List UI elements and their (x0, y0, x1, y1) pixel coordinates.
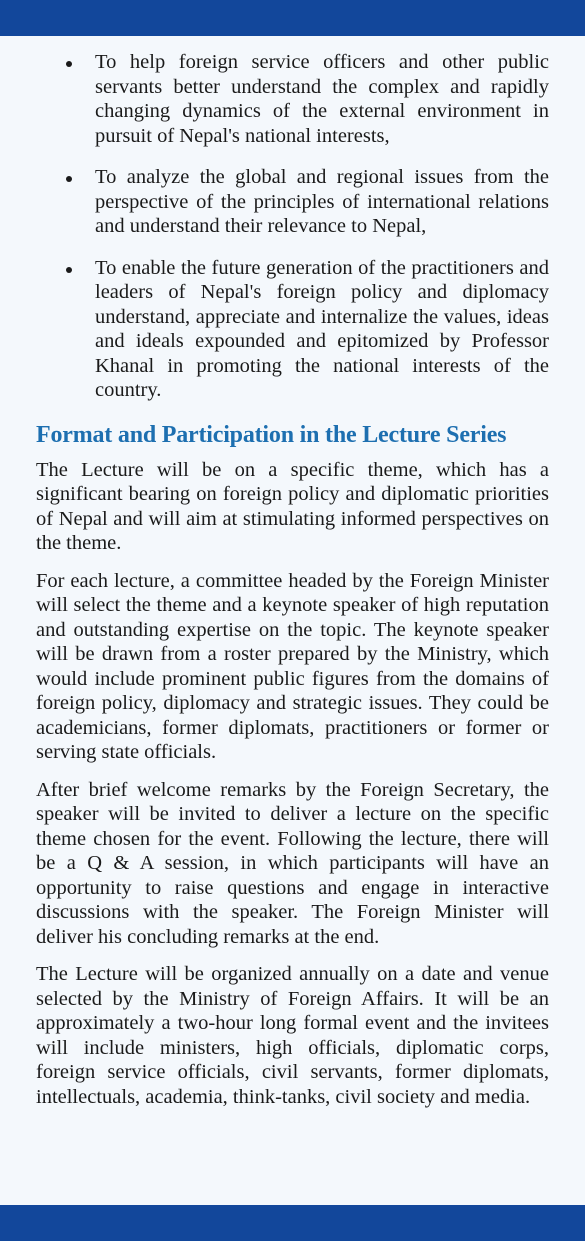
list-item (36, 165, 549, 239)
paragraph: For each lecture, a committee headed by the Foreign Minister will select the theme and a keynote speaker of high reputation and outstanding expertise on the topic. The keynote speaker will be drawn from a roster prepared by the Ministry, which would include prominent public figures from the domains of foreign policy, diplomacy and strategic issues. They could be academicians, former diplomats, practitioners or former or serving state officials. (36, 569, 549, 763)
paragraph: The Lecture will be organized annually on a date and venue selected by the Ministry of Foreign Affairs. It will be an approximately a two-hour long formal event and the invitees will include ministers, high officials, diplomatic corps, foreign service officials, civil servants, former diplomats, intellectuals, academia, think-tanks, civil society and media. (36, 963, 549, 1108)
top-banner (0, 0, 585, 36)
paragraph: After brief welcome remarks by the Foreign Secretary, the speaker will be invited to deliver a lecture on the specific theme chosen for the event. Following the lecture, there will be a Q & A session, in which participants will have an opportunity to raise questions and engage in interactive discussions with the speaker. The Foreign Minister will deliver his concluding remarks at the end. (36, 778, 549, 948)
objective-text: To analyze the global and regional issues from the perspective of the principles of international relations and understand their relevance to Nepal, (95, 166, 549, 237)
section-heading: Format and Participation in the Lecture Series (36, 421, 507, 448)
objective-text: To help foreign service officers and other public servants better understand the complex and rapidly changing dynamics of the external environment in pursuit of Nepal's national interests, (95, 51, 549, 147)
page-content (36, 50, 549, 1122)
paragraph: The Lecture will be on a specific theme, which has a significant bearing on foreign policy and diplomatic priorities of Nepal and will aim at stimulating informed perspectives on the theme. (36, 458, 549, 554)
bullet-icon (66, 61, 72, 67)
bullet-icon (66, 267, 72, 273)
bullet-icon (66, 176, 72, 182)
bottom-banner (0, 1205, 585, 1241)
list-item (36, 256, 549, 403)
list-item (36, 50, 549, 148)
objectives-list (36, 50, 549, 403)
objective-text: To enable the future generation of the practitioners and leaders of Nepal's foreign policy and diplomacy understand, appreciate and internalize the values, ideas and ideals expounded and epitomized by Professor Khanal in promoting the national interests of the country. (95, 256, 549, 401)
